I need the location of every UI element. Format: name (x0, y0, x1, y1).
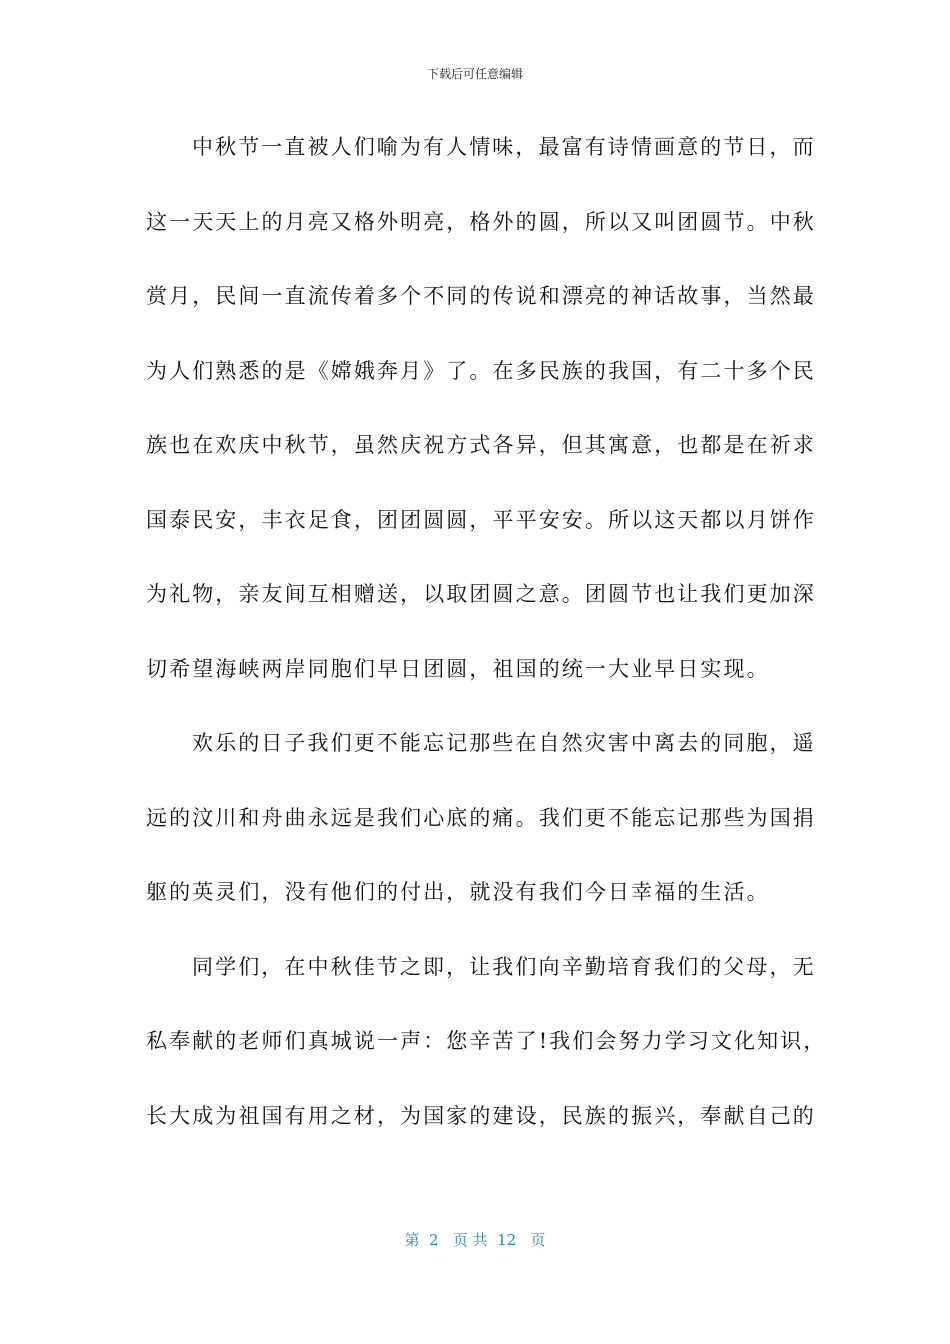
text-line: 为礼物，亲友间互相赠送，以取团圆之意。团圆节也让我们更加深 (146, 582, 816, 606)
text-line: 远的汶川和舟曲永远是我们心底的痛。我们更不能忘记那些为国捐 (146, 805, 816, 830)
document-body (146, 110, 827, 1153)
text-line: 赏月，民间一直流传着多个不同的传说和漂亮的神话故事，当然最 (146, 284, 816, 308)
paragraph (146, 930, 827, 1154)
text-line: 中秋节一直被人们喻为有人情味，最富有诗情画意的节日，而 (192, 135, 816, 159)
text-line: 长大成为祖国有用之材，为国家的建设，民族的振兴，奉献自己的 (146, 1103, 816, 1128)
text-line: 躯的英灵们，没有他们的付出，就没有我们今日幸福的生活。 (146, 880, 770, 904)
paragraph (146, 110, 816, 706)
text-line: 切希望海峡两岸同胞们早日团圆，祖国的统一大业早日实现。 (146, 656, 770, 681)
text-line: 欢乐的日子我们更不能忘记那些在自然灾害中离去的同胞，遥 (192, 731, 816, 755)
page-header: 下载后可任意编辑 (426, 67, 523, 81)
text-line: 私奉献的老师们真城说一声：您辛苦了!我们会努力学习文化知识， (146, 1029, 827, 1053)
text-line: 同学们，在中秋佳节之即，让我们向辛勤培育我们的父母，无 (192, 954, 816, 979)
text-line: 为人们熟悉的是《嫦娥奔月》了。在多民族的我国，有二十多个民 (146, 358, 816, 383)
text-line: 这一天天上的月亮又格外明亮，格外的圆，所以又叫团圆节。中秋 (146, 209, 816, 234)
paragraph (146, 706, 816, 930)
text-line: 族也在欢庆中秋节，虽然庆祝方式各异，但其寓意，也都是在祈求 (146, 433, 816, 457)
text-line: 国泰民安，丰衣足食，团团圆圆，平平安安。所以这天都以月饼作 (146, 507, 816, 532)
page-number-footer: 第 2 页 共 12 页 (404, 1231, 546, 1249)
